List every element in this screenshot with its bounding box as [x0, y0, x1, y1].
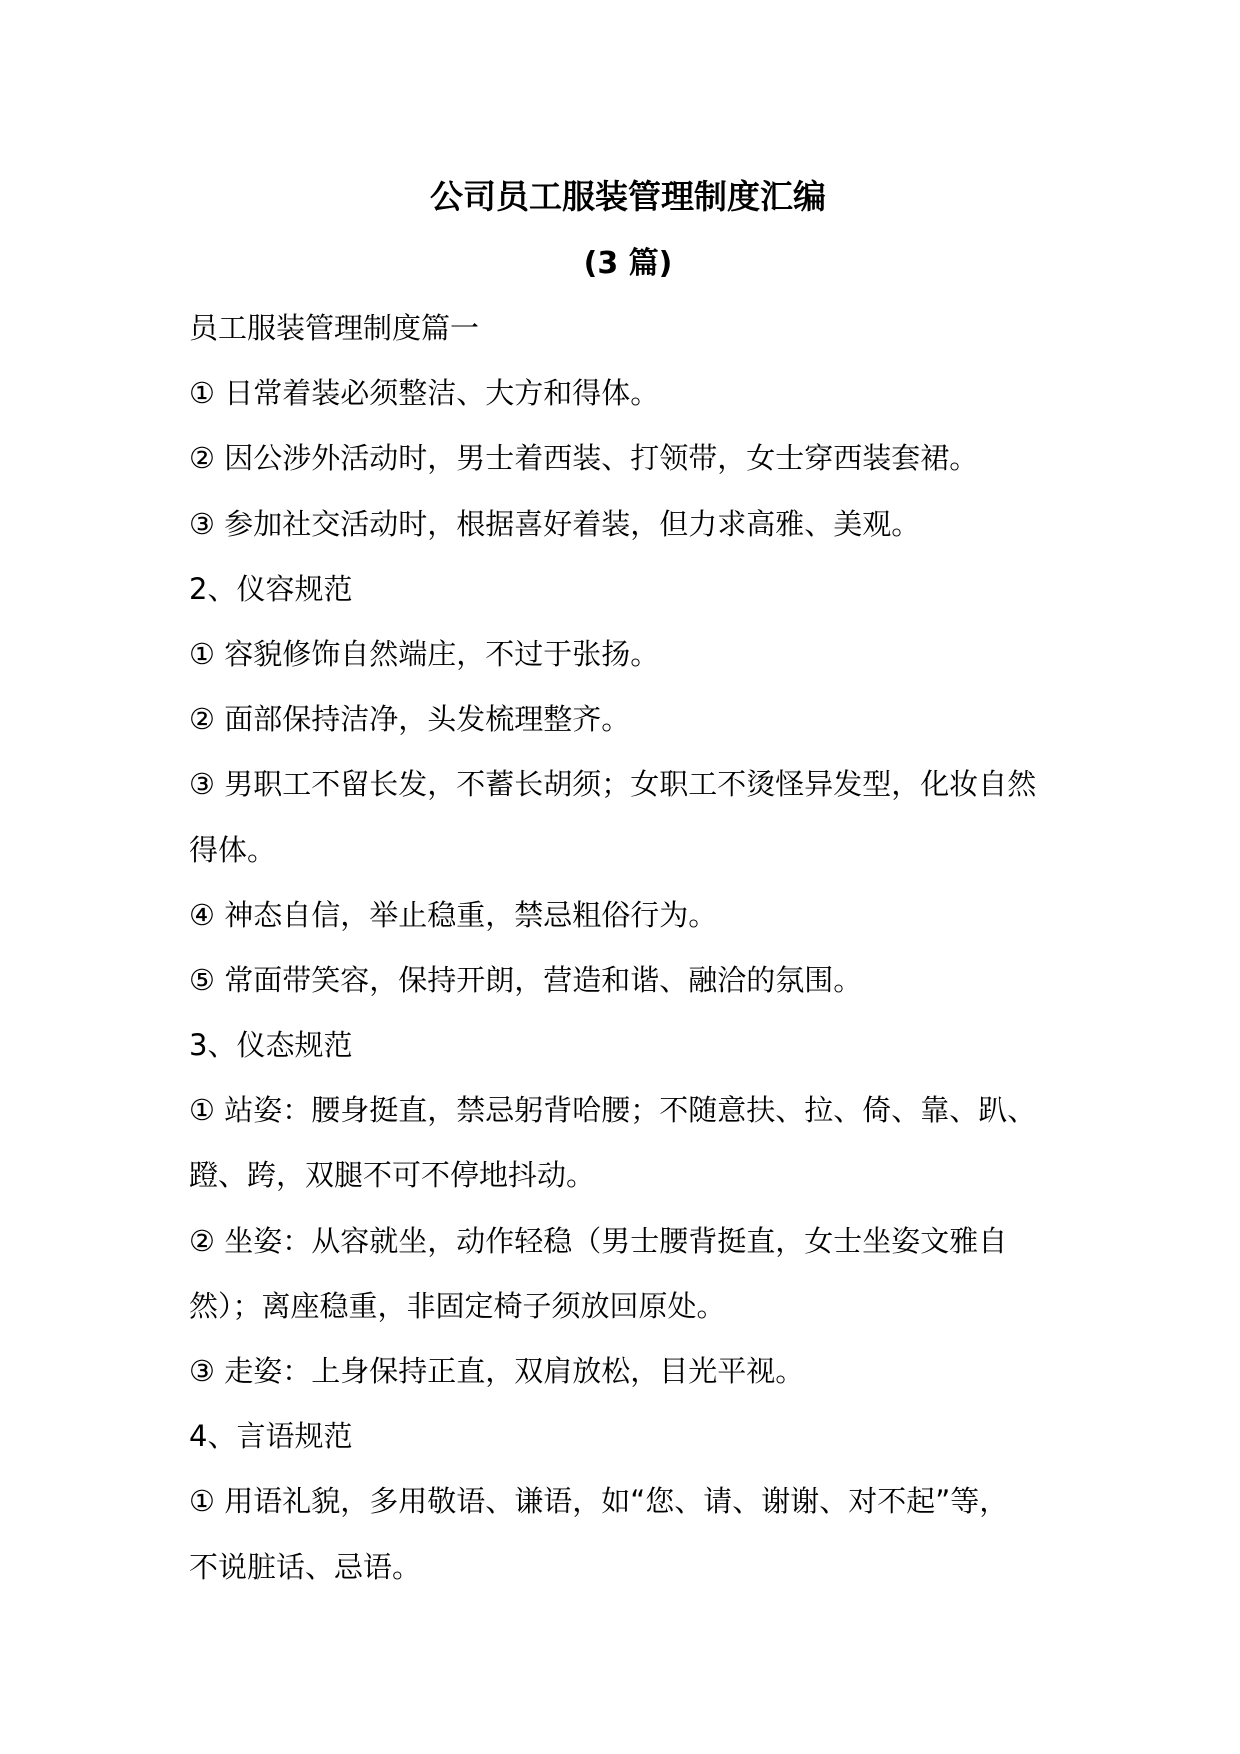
body-text-line: 得体。 [189, 832, 277, 867]
body-text-line: ① 用语礼貌，多用敬语、谦语，如“您、请、谢谢、对不起”等， [189, 1484, 1009, 1519]
body-text-line: 不说脏话、忌语。 [189, 1549, 422, 1584]
body-text-line: ① 日常着装必须整洁、大方和得体。 [189, 376, 660, 411]
body-text-line: 4、言语规范 [189, 1419, 353, 1454]
body-text-line: ③ 男职工不留长发，不蓄长胡须；女职工不烫怪异发型，化妆自然 [189, 767, 1037, 802]
body-text-line: 2、仪容规范 [189, 571, 353, 606]
body-text-line: ② 因公涉外活动时，男士着西装、打领带，女士穿西装套裙。 [189, 441, 979, 476]
body-text-line: 3、仪态规范 [189, 1028, 353, 1063]
body-text-line: ③ 走姿：上身保持正直，双肩放松，目光平视。 [189, 1354, 805, 1388]
body-text-line: 员工服装管理制度篇一 [189, 311, 480, 345]
body-text-line: ③ 参加社交活动时，根据喜好着装，但力求高雅、美观。 [189, 506, 921, 541]
body-text-line: ② 坐姿：从容就坐，动作轻稳（男士腰背挺直，女士坐姿文雅自 [189, 1223, 1008, 1258]
document-title: 公司员工服装管理制度汇编 [430, 177, 826, 216]
body-text-line: ② 面部保持洁净，头发梳理整齐。 [189, 702, 631, 737]
document-body [189, 296, 1189, 1600]
body-text-line: ④ 神态自信，举止稳重，禁忌粗俗行为。 [189, 897, 718, 932]
body-text-line: ① 容貌修饰自然端庄，不过于张扬。 [189, 636, 660, 671]
body-text-line: ① 站姿：腰身挺直，禁忌躬背哈腰；不随意扶、拉、倚、靠、趴、 [189, 1093, 1037, 1128]
body-text-line: 然）；离座稳重，非固定椅子须放回原处。 [189, 1288, 726, 1323]
body-text-line: ⑤ 常面带笑容，保持开朗，营造和谐、融洽的氛围。 [189, 962, 863, 997]
document-subtitle: (3 篇) [583, 246, 673, 281]
body-text-line: 蹬、跨，双腿不可不停地抖动。 [189, 1158, 596, 1193]
